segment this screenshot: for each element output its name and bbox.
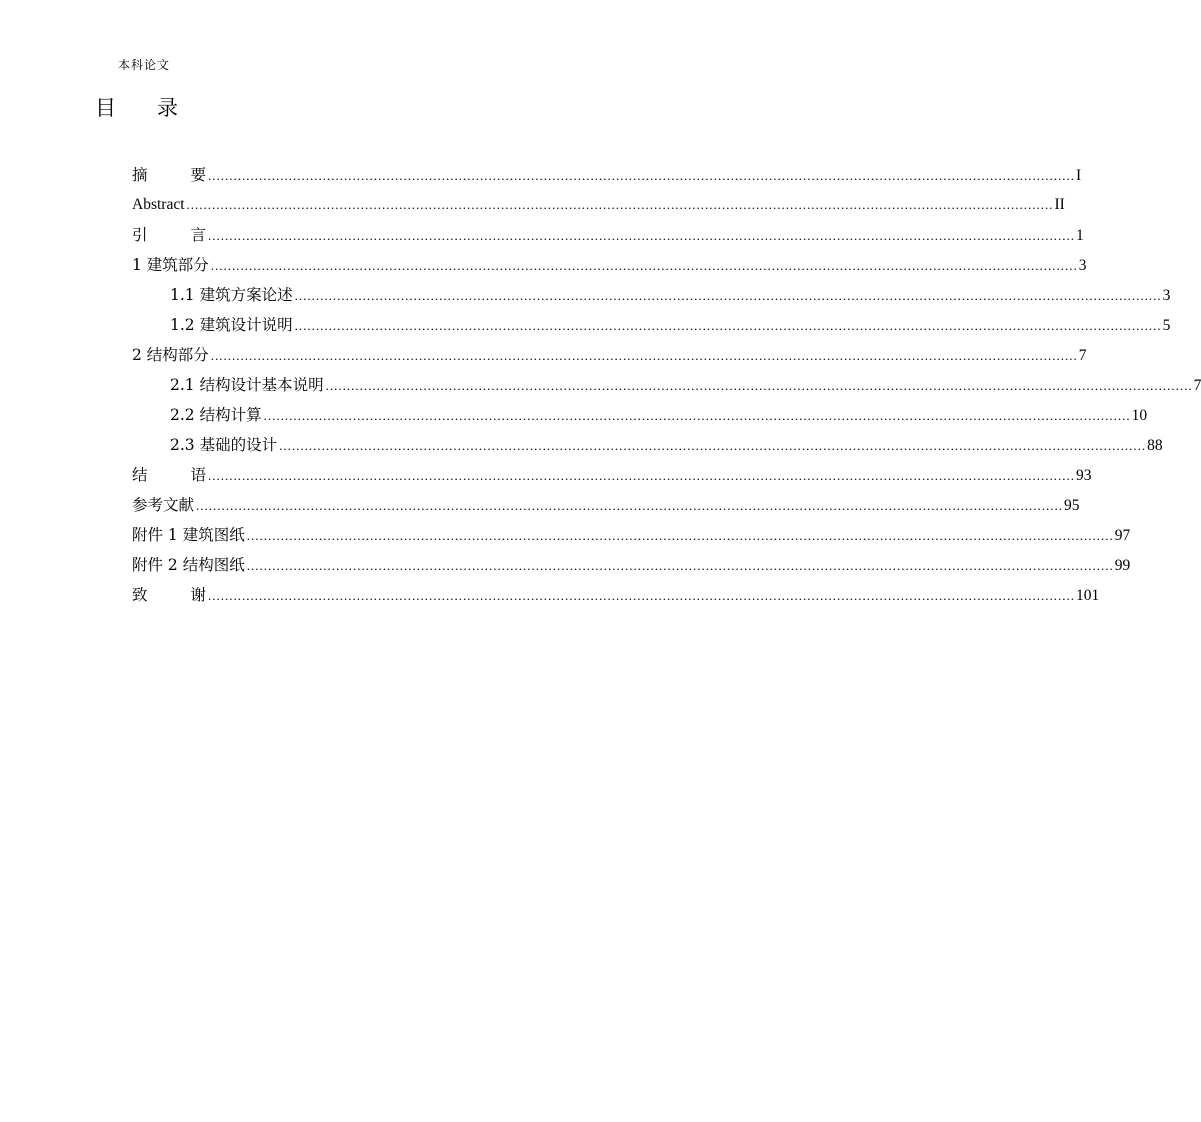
toc-entry-label: 附件 1 建筑图纸 [132,526,245,544]
toc-entry-label-char: 言 [190,226,206,244]
dot-leader: ............................................................................................................................................................................................................ [208,468,1075,483]
toc-title [95,95,178,121]
dot-leader: ............................................................................................................................................................................................................ [325,378,1193,393]
dot-leader: ............................................................................................................................................................................................................ [210,348,1078,363]
toc-entry-page: 93 [1076,467,1092,484]
toc-entry-section-1-1[interactable] [132,280,1171,310]
toc-entry-label [132,220,206,250]
toc-entry-page: 1 [1076,227,1084,244]
toc-entry-label-char: 语 [190,466,206,484]
toc-entry-label: 1.2 建筑设计说明 [170,316,293,334]
toc-entry-label [132,460,206,490]
toc-entry-label: 2.3 基础的设计 [170,436,278,454]
toc-entry-appendix-1[interactable] [132,520,1131,550]
toc-entry-section-2-1[interactable] [132,370,1201,400]
toc-entry-chapter-2[interactable] [132,340,1087,370]
dot-leader: ............................................................................................................................................................................................................ [279,438,1147,453]
toc-title-char-2: 录 [157,96,178,120]
toc-entry-references[interactable] [132,490,1080,520]
toc-entry-page: 7 [1078,347,1087,364]
dot-leader: ............................................................................................................................................................................................................ [208,588,1075,603]
toc-entry-label: 1.1 建筑方案论述 [170,286,293,304]
toc-entry-page: 3 [1162,287,1171,304]
toc-entry-label [132,580,206,610]
toc-entry-page: 88 [1147,437,1163,454]
toc-entry-label [132,160,206,190]
toc-entry-page: 101 [1076,587,1100,604]
toc-entry-label: 附件 2 结构图纸 [132,556,245,574]
toc-entry-label-char: 引 [132,226,148,244]
table-of-contents [132,160,1201,610]
toc-entry-label: 参考文献 [132,496,195,514]
toc-entry-label: 2.2 结构计算 [170,406,262,424]
toc-entry-label-char: 结 [132,466,148,484]
toc-entry-page: II [1054,196,1065,213]
toc-entry-section-2-3[interactable] [132,430,1163,460]
dot-leader: ............................................................................................................................................................................................................ [208,168,1075,183]
toc-entry-chapter-1[interactable] [132,250,1087,280]
toc-entry-introduction[interactable] [132,220,1084,250]
toc-entry-label: 2.1 结构设计基本说明 [170,376,324,394]
page-header: 本科论文 [118,58,171,72]
toc-entry-label-char: 摘 [132,166,148,184]
toc-entry-abstract-en[interactable] [132,190,1065,220]
toc-entry-page: 7 [1193,377,1201,394]
toc-entry-page: 97 [1114,527,1131,544]
toc-entry-page: 5 [1162,317,1171,334]
toc-entry-label-char: 致 [132,586,148,604]
toc-entry-label-char: 要 [190,166,206,184]
toc-entry-page: 3 [1078,257,1087,274]
toc-entry-conclusion[interactable] [132,460,1092,490]
dot-leader: ............................................................................................................................................................................................................ [196,498,1064,513]
dot-leader: ............................................................................................................................................................................................................ [246,558,1114,573]
dot-leader: ............................................................................................................................................................................................................ [210,258,1078,273]
toc-entry-page: 10 [1131,407,1148,424]
dot-leader: ............................................................................................................................................................................................................ [294,318,1162,333]
toc-entry-label: 1 建筑部分 [132,256,209,274]
dot-leader: ............................................................................................................................................................................................................ [263,408,1131,423]
toc-entry-page: 99 [1114,557,1131,574]
toc-entry-section-1-2[interactable] [132,310,1171,340]
toc-entry-section-2-2[interactable] [132,400,1148,430]
toc-entry-label: Abstract [132,196,185,213]
dot-leader: ............................................................................................................................................................................................................ [294,288,1162,303]
toc-entry-page: 95 [1064,497,1080,514]
toc-entry-label-char: 谢 [190,586,206,604]
toc-title-char-1: 目 [95,96,116,120]
dot-leader: ............................................................................................................................................................................................................ [246,528,1114,543]
toc-entry-acknowledgements[interactable] [132,580,1100,610]
toc-entry-label: 2 结构部分 [132,346,209,364]
dot-leader: ............................................................................................................................................................................................................ [186,197,1054,212]
toc-entry-page: I [1076,167,1082,184]
dot-leader: ............................................................................................................................................................................................................ [208,228,1075,243]
toc-entry-abstract-cn[interactable] [132,160,1082,190]
toc-entry-appendix-2[interactable] [132,550,1131,580]
